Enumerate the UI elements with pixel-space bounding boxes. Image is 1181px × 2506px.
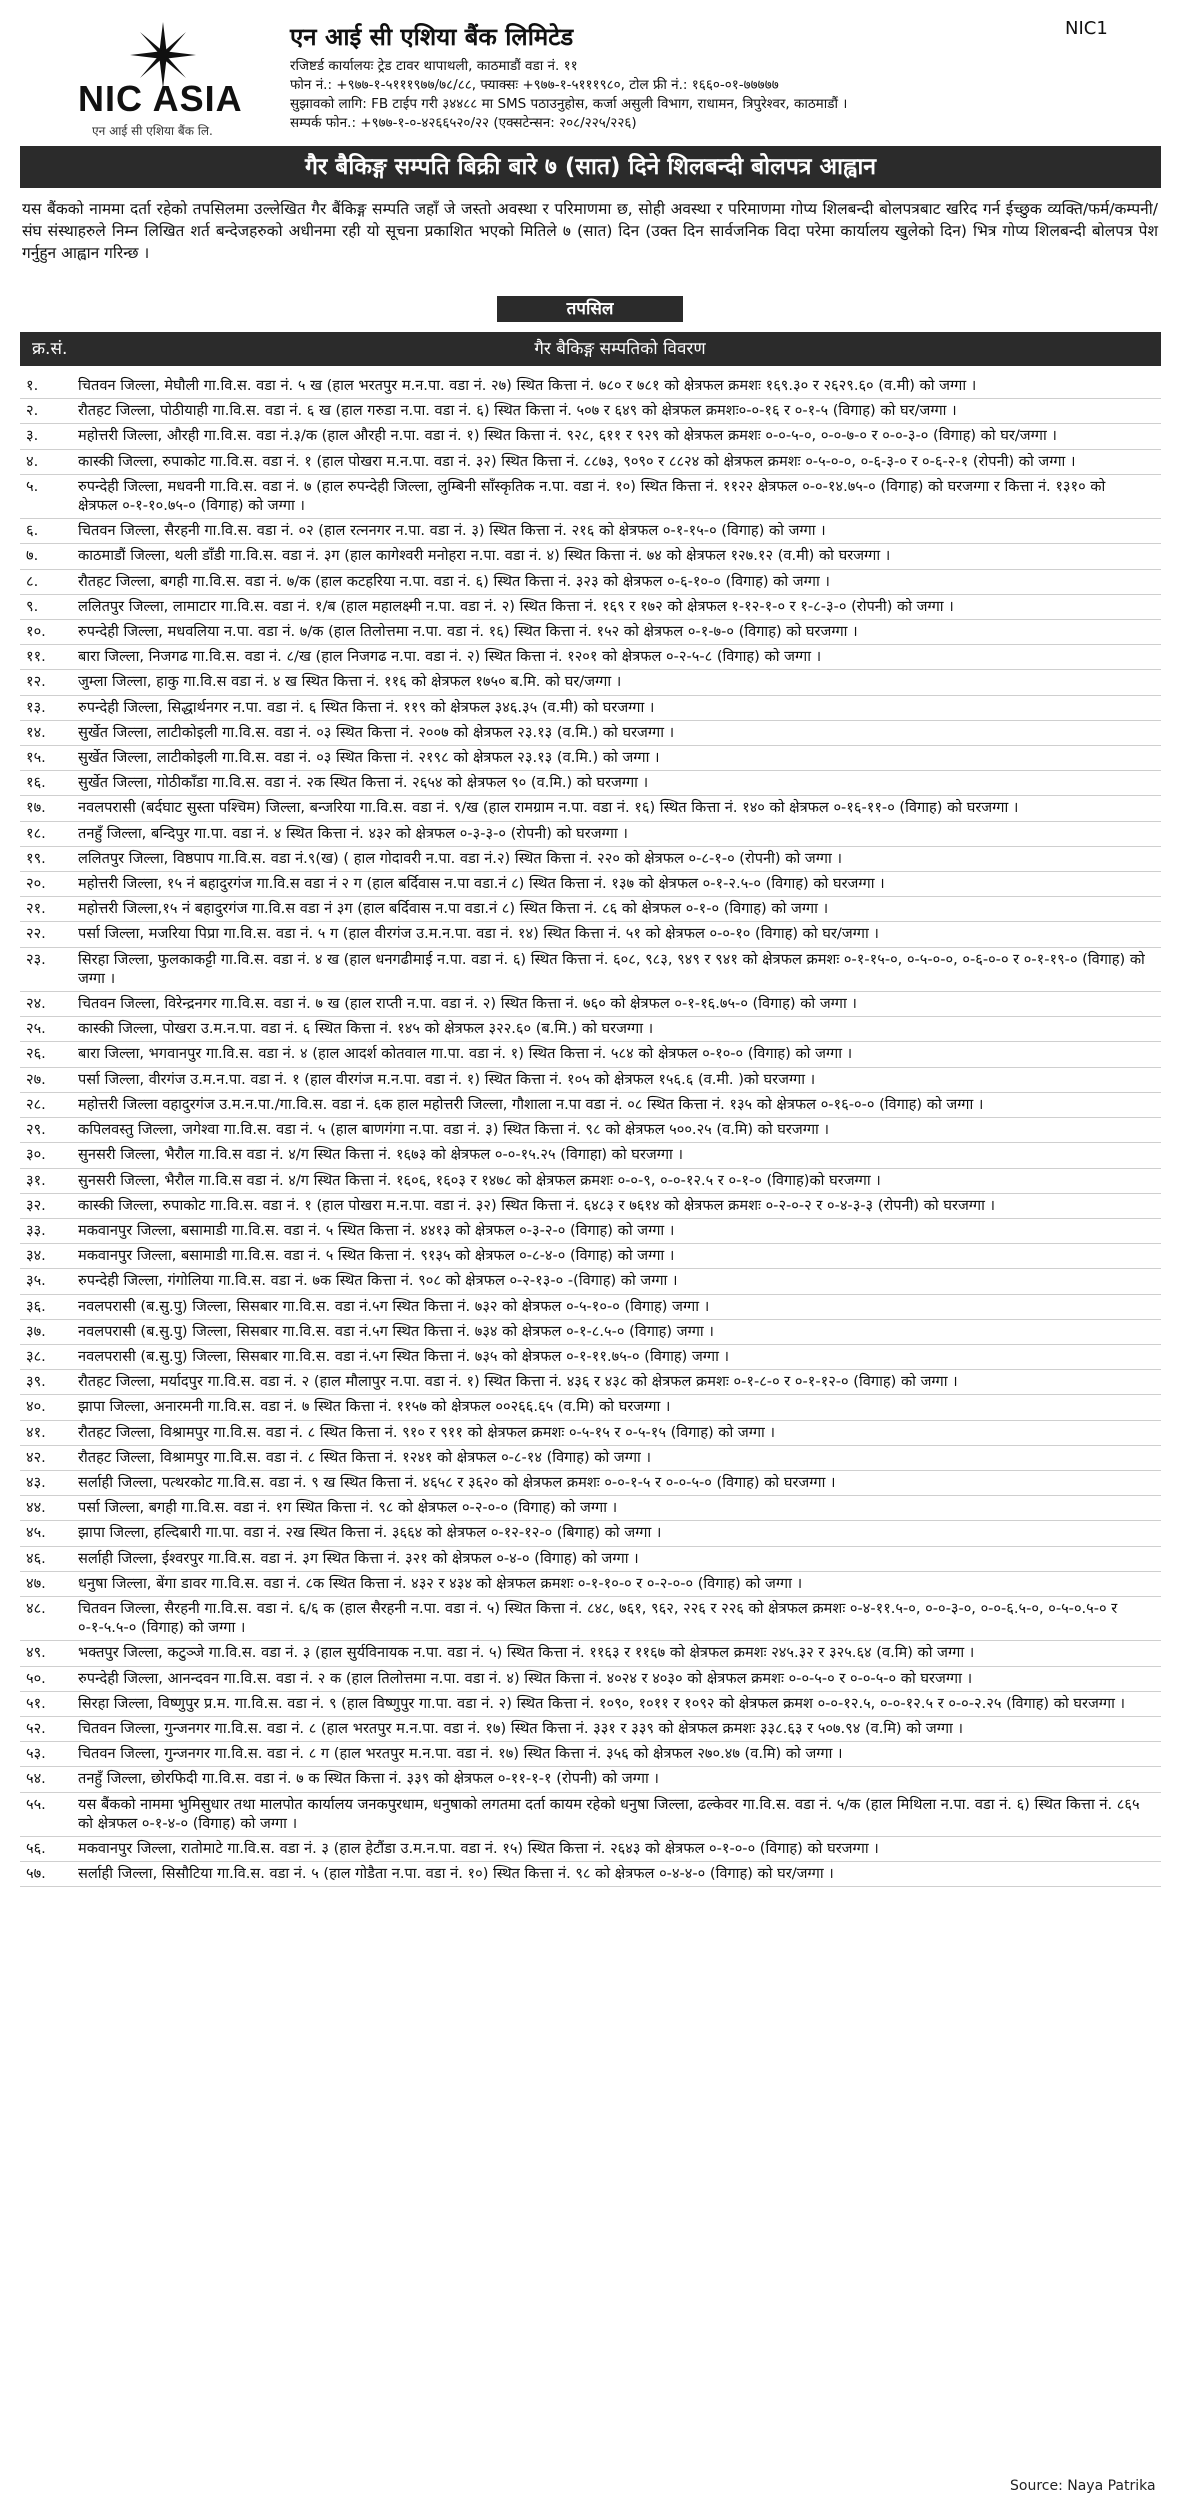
row-number: ११.	[26, 648, 46, 666]
table-row	[20, 1017, 1161, 1042]
table-row	[20, 1692, 1161, 1717]
table-row	[20, 1767, 1161, 1792]
row-description: चितवन जिल्ला, मेघौली गा.वि.स. वडा नं. ५ ख (हाल भरतपुर म.न.पा. वडा नं. २७) स्थित कित्ता नं. ७८० र ७८१ को क्षेत्रफल क्रमशः १६९.३० र २६२९.६० (व.मी) को जग्गा ।	[78, 377, 977, 394]
table-row	[20, 1793, 1161, 1837]
row-number: ३८.	[26, 1347, 46, 1365]
row-number: ३०.	[26, 1146, 46, 1164]
row-description: यस बैंकको नाममा भुमिसुधार तथा मालपोत कार्यालय जनकपुरधाम, धनुषाको लगतमा दर्ता कायम रहेको धनुषा जिल्ला, ढल्केवर गा.वि.स. वडा नं. ५/क (हाल मिथिला न.पा. वडा नं. ६) स्थित कित्ता नं. ८६५ को क्षेत्रफल ०-१-४-० (विगाह) को जग्गा ।	[78, 1795, 1140, 1832]
table-row	[20, 1269, 1161, 1294]
row-description: सिरहा जिल्ला, विष्णुपुर प्र.म. गा.वि.स. वडा नं. ९ (हाल विष्णुपुर गा.पा. वडा नं. २) स्थित कित्ता नं. १०९०, १०११ र १०९२ को क्षेत्रफल क्रमश ०-०-१२.५, ०-०-१२.५ र ०-०-२.२५ (विगाह) को घरजग्गा ।	[78, 1694, 1126, 1712]
row-description: नवलपरासी (बर्दघाट सुस्ता पश्चिम) जिल्ला, बन्जरिया गा.वि.स. वडा नं. ९/ख (हाल रामग्राम न.पा. वडा नं. १६) स्थित कित्ता नं. १४० को क्षेत्रफल ०-१६-११-० (विगाह) को घरजग्गा ।	[78, 799, 1019, 817]
table-row	[20, 1042, 1161, 1067]
row-description: महोत्तरी जिल्ला वहादुरगंज उ.म.न.पा./गा.वि.स. वडा नं. ६क हाल महोत्तरी जिल्ला, गौशाला न.पा वडा नं. ०८ स्थित कित्ता नं. १३५ को क्षेत्रफल ०-१६-०-० (विगाह) को जग्गा ।	[78, 1095, 984, 1113]
row-number: ५२.	[26, 1719, 46, 1737]
row-number: २५.	[26, 1020, 46, 1038]
row-number: ५१.	[26, 1694, 46, 1712]
row-description: महोत्तरी जिल्ला, औरही गा.वि.स. वडा नं.३/क (हाल औरही न.पा. वडा नं. १) स्थित कित्ता नं. ९२८, ६११ र ९२९ को क्षेत्रफल क्रमशः ०-०-५-०, ०-०-७-० र ०-०-३-० (विगाह) को घर/जग्गा ।	[78, 427, 1057, 445]
row-number: ४८.	[26, 1599, 46, 1617]
row-description: जुम्ला जिल्ला, हाकु गा.वि.स वडा नं. ४ ख स्थित कित्ता नं. ११६ को क्षेत्रफल १७५० ब.मि. को घर/जग्गा ।	[78, 673, 622, 691]
row-number: २२.	[26, 925, 46, 943]
table-row	[20, 1572, 1161, 1597]
table-row	[20, 1320, 1161, 1345]
table-row	[20, 948, 1161, 992]
row-number: ५३.	[26, 1745, 46, 1763]
row-description: पर्सा जिल्ला, बगही गा.वि.स. वडा नं. १ग स्थित कित्ता नं. ९८ को क्षेत्रफल ०-२-०-० (विगाह) को जग्गा ।	[78, 1499, 618, 1517]
row-description: चितवन जिल्ला, विरेन्द्रनगर गा.वि.स. वडा नं. ७ ख (हाल राप्ती न.पा. वडा नं. २) स्थित कित्ता नं. ७६० को क्षेत्रफल ०-१-१६.७५-० (विगाह) को जग्गा ।	[78, 995, 857, 1013]
source-credit: Source: Naya Patrika	[1010, 2478, 1156, 2494]
row-description: सुर्खेत जिल्ला, लाटीकोइली गा.वि.स. वडा नं. ०३ स्थित कित्ता नं. २००७ को क्षेत्रफल २३.१३ (व.मि.) को घरजग्गा ।	[78, 723, 675, 741]
table-row	[20, 1244, 1161, 1269]
table-row	[20, 1118, 1161, 1143]
row-number: ४५.	[26, 1524, 46, 1542]
row-description: झापा जिल्ला, अनारमनी गा.वि.स. वडा नं. ७ स्थित कित्ता नं. ११५७ को क्षेत्रफल ००२६६.६५ (व.मि) को घरजग्गा ।	[78, 1398, 671, 1416]
row-number: ३५.	[26, 1272, 46, 1290]
row-description: रुपन्देही जिल्ला, सिद्धार्थनगर न.पा. वडा नं. ६ स्थित कित्ता नं. ११९ को क्षेत्रफल ३४६.३५ (व.मी) को घरजग्गा ।	[78, 698, 655, 716]
row-number: २६.	[26, 1045, 46, 1063]
row-number: ४.	[26, 452, 39, 470]
row-description: कास्की जिल्ला, पोखरा उ.म.न.पा. वडा नं. ६ स्थित कित्ता नं. १४५ को क्षेत्रफल ३२२.६० (ब.मि.) को घरजग्गा ।	[78, 1020, 654, 1038]
row-number: ३४.	[26, 1247, 46, 1265]
row-description: ललितपुर जिल्ला, विष्ठपाप गा.वि.स. वडा नं.९(ख) ( हाल गोदावरी न.पा. वडा नं.२) स्थित कित्ता नं. २२० को क्षेत्रफल ०-८-१-० (रोपनी) को जग्गा ।	[78, 849, 842, 867]
row-number: २०.	[26, 875, 46, 893]
bank-suggestion: सुझावको लागि: FB टाईप गरी ३४४८८ मा SMS पठाउनुहोस, कर्जा असुली विभाग, राधामन, त्रिपुरेश्वर, काठमाडौं ।	[290, 96, 848, 112]
row-number: ३१.	[26, 1171, 46, 1189]
table-row	[20, 1219, 1161, 1244]
table-row	[20, 1093, 1161, 1118]
row-number: ७.	[26, 547, 39, 565]
table-row	[20, 721, 1161, 746]
table-row	[20, 1597, 1161, 1641]
table-row	[20, 424, 1161, 449]
row-number: ४३.	[26, 1473, 46, 1491]
table-row	[20, 1862, 1161, 1887]
notice-title: गैर बैकिङ्ग सम्पति बिक्री बारे ७ (सात) दिने शिलबन्दी बोलपत्र आह्वान	[20, 146, 1161, 188]
row-number: ३६.	[26, 1297, 46, 1315]
table-row	[20, 796, 1161, 821]
table-row	[20, 1194, 1161, 1219]
tapsil-label: तपसिल	[497, 296, 683, 322]
row-number: ४२.	[26, 1448, 46, 1466]
table-header	[20, 332, 1161, 366]
table-row	[20, 1446, 1161, 1471]
table-row	[20, 822, 1161, 847]
row-description: रुपन्देही जिल्ला, गंगोलिया गा.वि.स. वडा नं. ७क स्थित कित्ता नं. ९०८ को क्षेत्रफल ०-२-१३-० -(विगाह) को जग्गा ।	[78, 1272, 678, 1290]
row-number: ४४.	[26, 1499, 46, 1517]
row-description: तनहुँ जिल्ला, बन्दिपुर गा.पा. वडा नं. ४ स्थित कित्ता नं. ४३२ को क्षेत्रफल ०-३-३-० (रोपनी) को घरजग्गा ।	[78, 824, 628, 842]
table-row	[20, 1521, 1161, 1546]
row-description: रौतहट जिल्ला, पोठीयाही गा.वि.स. वडा नं. ६ ख (हाल गरुडा न.पा. वडा नं. ६) स्थित कित्ता नं. ५०७ र ६४९ को क्षेत्रफल क्रमशः०-०-१६ र ०-१-५ (विगाह) को घर/जग्गा ।	[78, 402, 957, 420]
row-description: पर्सा जिल्ला, वीरगंज उ.म.न.पा. वडा नं. १ (हाल वीरगंज म.न.पा. वडा नं. १) स्थित कित्ता नं. १०५ को क्षेत्रफल १५६.६ (व.मी. )को घरजग्गा ।	[78, 1070, 816, 1088]
row-description: कास्की जिल्ला, रुपाकोट गा.वि.स. वडा नं. १ (हाल पोखरा म.न.पा. वडा नं. ३२) स्थित कित्ता नं. ८८७३, ९०९० र ८८२४ को क्षेत्रफल क्रमशः ०-५-०-०, ०-६-३-० र ०-६-२-१ (रोपनी) को जग्गा ।	[78, 452, 1076, 470]
table-row	[20, 1717, 1161, 1742]
notice-intro: यस बैंकको नाममा दर्ता रहेको तपसिलमा उल्लेखित गैर बैंकिङ्ग सम्पति जहाँ जे जस्तो अवस्था र परिमाणमा छ, सोही अवस्था र परिमाणमा गोप्य शिलबन्दी बोलपत्रबाट खरिद गर्न ईच्छुक व्यक्ति/फर्म/कम्पनी/संघ संस्थाहरुले निम्न लिखित शर्त बन्देजहरुको अधीनमा रही यो सूचना प्रकाशित भएको मितिले ७ (सात) दिन (उक्त दिन सार्वजनिक विदा परेमा कार्यालय खुलेको दिन) भित्र गोप्य शिलबन्दी बोलपत्र पेश गर्नुहुन आह्वान गरिन्छ ।	[22, 200, 1158, 262]
row-description: सर्लाही जिल्ला, पत्थरकोट गा.वि.स. वडा नं. ९ ख स्थित कित्ता नं. ४६५८ र ३६२० को क्षेत्रफल क्रमशः ०-०-१-५ र ०-०-५-० (विगाह) को घरजग्गा ।	[78, 1473, 836, 1491]
table-row	[20, 670, 1161, 695]
table-row	[20, 746, 1161, 771]
row-number: १३.	[26, 698, 46, 716]
row-number: ३२.	[26, 1196, 46, 1214]
row-number: २९.	[26, 1121, 46, 1139]
table-row	[20, 771, 1161, 796]
notice-header	[0, 0, 1181, 140]
table-row	[20, 1143, 1161, 1168]
row-description: रौतहट जिल्ला, विश्रामपुर गा.वि.स. वडा नं. ८ स्थित कित्ता नं. ९१० र ९११ को क्षेत्रफल क्रमशः ०-५-१५ र ०-५-१५ (विगाह) को जग्गा ।	[78, 1423, 776, 1441]
row-description: कपिलवस्तु जिल्ला, जगेश्वा गा.वि.स. वडा नं. ५ (हाल बाणगंगा न.पा. वडा नं. ३) स्थित कित्ता नं. ९८ को क्षेत्रफल ५००.२५ (व.मि) को घरजग्गा ।	[78, 1121, 829, 1139]
table-row	[20, 1421, 1161, 1446]
row-description: नवलपरासी (ब.सु.पु) जिल्ला, सिसबार गा.वि.स. वडा नं.५ग स्थित कित्ता नं. ७३२ को क्षेत्रफल ०-५-१०-० (विगाह) जग्गा ।	[78, 1297, 710, 1315]
table-row	[20, 1547, 1161, 1572]
row-description: सिरहा जिल्ला, फुलकाकट्टी गा.वि.स. वडा नं. ४ ख (हाल धनगढीमाई न.पा. वडा नं. ६) स्थित कित्ता नं. ६०८, ९८३, ९४९ र ९४१ को क्षेत्रफल क्रमशः ०-१-१५-०, ०-५-०-०, ०-६-०-० र ०-१-१९-० (विगाह) को जग्गा ।	[78, 950, 1145, 987]
row-description: रुपन्देही जिल्ला, मधवलिया न.पा. वडा नं. ७/क (हाल तिलोत्तमा न.पा. वडा नं. १६) स्थित कित्ता नं. १५२ को क्षेत्रफल ०-१-७-० (विगाह) को घरजग्गा ।	[78, 623, 858, 641]
row-description: महोत्तरी जिल्ला,१५ नं बहादुरगंज गा.वि.स वडा नं ३ग (हाल बर्दिवास न.पा वडा.नं ८) स्थित कित्ता नं. ८६ को क्षेत्रफल ०-१-० (विगाह) को जग्गा ।	[78, 900, 829, 918]
row-number: ५७.	[26, 1865, 46, 1883]
table-row	[20, 696, 1161, 721]
row-description: महोत्तरी जिल्ला, १५ नं बहादुरगंज गा.वि.स वडा नं २ ग (हाल बर्दिवास न.पा वडा.नं ८) स्थित कित्ता नं. १३७ को क्षेत्रफल ०-१-२.५-० (विगाह) को घरजग्गा ।	[78, 875, 885, 893]
table-row	[20, 570, 1161, 595]
table-row	[20, 847, 1161, 872]
row-description: सुनसरी जिल्ला, भैरौल गा.वि.स वडा नं. ४/ग स्थित कित्ता नं. १६७३ को क्षेत्रफल ०-०-१५.२५ (विगाहा) को घरजग्गा ।	[78, 1146, 683, 1164]
row-description: ललितपुर जिल्ला, लामाटार गा.वि.स. वडा नं. १/ब (हाल महालक्ष्मी न.पा. वडा नं. २) स्थित कित्ता नं. १६९ र १७२ को क्षेत्रफल १-१२-१-० र १-८-३-० (रोपनी) को जग्गा ।	[78, 597, 954, 615]
table-row	[20, 1742, 1161, 1767]
table-row	[20, 1837, 1161, 1862]
row-description: सुर्खेत जिल्ला, लाटीकोइली गा.वि.स. वडा नं. ०३ स्थित कित्ता नं. २१९८ को क्षेत्रफल २३.१३ (व.मि.) को जग्गा ।	[78, 749, 660, 767]
row-description: सर्लाही जिल्ला, ईश्वरपुर गा.वि.स. वडा नं. ३ग स्थित कित्ता नं. ३२१ को क्षेत्रफल ०-४-० (विगाह) को जग्गा ।	[78, 1549, 639, 1567]
row-description: पर्सा जिल्ला, मजरिया पिप्रा गा.वि.स. वडा नं. ५ ग (हाल वीरगंज उ.म.न.पा. वडा नं. १४) स्थित कित्ता नं. ५१ को क्षेत्रफल ०-०-१० (विगाह) को घर/जग्गा ।	[78, 925, 879, 943]
row-number: १६.	[26, 774, 46, 792]
table-row	[20, 1068, 1161, 1093]
row-number: २.	[26, 402, 39, 420]
row-description: रुपन्देही जिल्ला, आनन्दवन गा.वि.स. वडा नं. २ क (हाल तिलोत्तमा न.पा. वडा नं. ४) स्थित कित्ता नं. ४०२४ र ४०३० को क्षेत्रफल क्रमशः ०-०-५-० र ०-०-५-० को घरजग्गा ।	[78, 1669, 973, 1687]
row-description: काठमाडौं जिल्ला, थली डाँडी गा.वि.स. वडा नं. ३ग (हाल कागेश्वरी मनोहरा न.पा. वडा नं. ४) स्थित कित्ता नं. ७४ को क्षेत्रफल १२७.१२ (व.मी) को घरजग्गा ।	[78, 547, 891, 565]
row-number: ६.	[26, 522, 39, 540]
row-description: रुपन्देही जिल्ला, मधवनी गा.वि.स. वडा नं. ७ (हाल रुपन्देही जिल्ला, लुम्बिनी साँस्कृतिक न.पा. वडा नं. १०) स्थित कित्ता नं. ११२२ क्षेत्रफल ०-०-१४.७५-० (विगाह) को घरजग्गा र कित्ता नं. १३१० को क्षेत्रफल ०-१-१०.७५-० (विगाह) को जग्गा ।	[78, 477, 1106, 515]
row-description: चितवन जिल्ला, गुन्जनगर गा.वि.स. वडा नं. ८ (हाल भरतपुर म.न.पा. वडा नं. १७) स्थित कित्ता नं. ३३१ र ३३९ को क्षेत्रफल क्रमशः ३३८.६३ र ५०७.९४ (व.मि) को जग्गा ।	[78, 1719, 963, 1737]
row-number: ३३.	[26, 1221, 46, 1239]
table-row	[20, 374, 1161, 399]
row-description: रौतहट जिल्ला, बगही गा.वि.स. वडा नं. ७/क (हाल कटहरिया न.पा. वडा नं. ६) स्थित कित्ता नं. ३२३ को क्षेत्रफल ०-६-१०-० (विगाह) को जग्गा ।	[78, 572, 830, 590]
row-description: मकवानपुर जिल्ला, रातोमाटे गा.वि.स. वडा नं. ३ (हाल हेटौंडा उ.म.न.पा. वडा नं. १५) स्थित कित्ता नं. २६४३ को क्षेत्रफल ०-१-०-० (विगाह) को घरजग्गा ।	[78, 1839, 879, 1857]
row-number: ४९.	[26, 1644, 46, 1662]
row-description: नवलपरासी (ब.सु.पु) जिल्ला, सिसबार गा.वि.स. वडा नं.५ग स्थित कित्ता नं. ७३४ को क्षेत्रफल ०-१-८.५-० (विगाह) जग्गा ।	[78, 1322, 714, 1340]
row-number: १२.	[26, 673, 46, 691]
row-number: २१.	[26, 900, 46, 918]
table-row	[20, 620, 1161, 645]
row-description: बारा जिल्ला, भगवानपुर गा.वि.स. वडा नं. ४ (हाल आदर्श कोतवाल गा.पा. वडा नं. १) स्थित कित्ता नं. ५८४ को क्षेत्रफल ०-१०-० (विगाह) को जग्गा ।	[78, 1045, 853, 1063]
table-row	[20, 1496, 1161, 1521]
row-number: ५५.	[26, 1795, 46, 1813]
table-row	[20, 922, 1161, 947]
row-number: ५६.	[26, 1839, 46, 1857]
bank-info	[290, 20, 1050, 133]
bank-phone: फोन नं.: +९७७-१-५१११९७७/७८/८८, फ्याक्सः +९७७-१-५१११९८०, टोल फ्री नं.: १६६०-०१-७७७७७	[290, 77, 779, 93]
row-number: ९.	[26, 597, 39, 615]
table-row	[20, 992, 1161, 1017]
table-row	[20, 1370, 1161, 1395]
bank-contact: सम्पर्क फोन.: +९७७-१-०-४२६६५२०/२२ (एक्सटेन्सन: २०८/२२५/२२६)	[290, 115, 637, 131]
table-row	[20, 872, 1161, 897]
table-row	[20, 1667, 1161, 1692]
table-row	[20, 399, 1161, 424]
row-number: १.	[26, 377, 39, 394]
row-number: २३.	[26, 950, 46, 968]
table-row	[20, 897, 1161, 922]
row-number: २८.	[26, 1095, 46, 1113]
bank-address: रजिष्टर्ड कार्यालयः ट्रेड टावर थापाथली, काठमाडौं वडा नं. ११	[290, 58, 578, 74]
table-row	[20, 475, 1161, 519]
row-description: रौतहट जिल्ला, विश्रामपुर गा.वि.स. वडा नं. ८ स्थित कित्ता नं. १२४१ को क्षेत्रफल ०-८-१४ (विगाह) को जग्गा ।	[78, 1448, 651, 1466]
row-number: १९.	[26, 849, 46, 867]
table-row	[20, 544, 1161, 569]
row-description: सुर्खेत जिल्ला, गोठीकाँडा गा.वि.स. वडा नं. २क स्थित कित्ता नं. २६५४ को क्षेत्रफल ९० (व.मि.) को घरजग्गा ।	[78, 774, 649, 792]
row-number: १०.	[26, 623, 46, 641]
col-description: गैर बैकिङ्ग सम्पतिको विवरण	[534, 339, 706, 359]
row-description: भक्तपुर जिल्ला, कटुञ्जे गा.वि.स. वडा नं. ३ (हाल सुर्यविनायक न.पा. वडा नं. ५) स्थित कित्ता नं. ११६३ र ११६७ को क्षेत्रफल क्रमशः २४५.३२ र ३२५.६४ (व.मि) को जग्गा ।	[78, 1644, 975, 1662]
row-description: चितवन जिल्ला, गुन्जनगर गा.वि.स. वडा नं. ८ ग (हाल भरतपुर म.न.पा. वडा नं. १७) स्थित कित्ता नं. ३५६ को क्षेत्रफल २७०.४७ (व.मि) को जग्गा ।	[78, 1745, 843, 1763]
asset-list	[20, 374, 1161, 1887]
table-row	[20, 1471, 1161, 1496]
table-row	[20, 450, 1161, 475]
row-number: ३७.	[26, 1322, 46, 1340]
table-row	[20, 1395, 1161, 1420]
row-number: १७.	[26, 799, 46, 817]
notice-ref: NIC1	[1065, 18, 1108, 39]
row-number: १८.	[26, 824, 46, 842]
logo-text: NIC ASIA	[78, 78, 243, 119]
logo-subtext: एन आई सी एशिया बैंक लि.	[92, 124, 213, 138]
table-row	[20, 645, 1161, 670]
row-description: कास्की जिल्ला, रुपाकोट गा.वि.स. वडा नं. १ (हाल पोखरा म.न.पा. वडा नं. ३२) स्थित कित्ता नं. ६४८३ र ७६१४ को क्षेत्रफल क्रमशः ०-२-०-२ र ०-४-३-३ (रोपनी) को घरजग्गा ।	[78, 1196, 996, 1214]
row-number: २७.	[26, 1070, 46, 1088]
row-number: ४६.	[26, 1549, 46, 1567]
table-row	[20, 519, 1161, 544]
row-description: धनुषा जिल्ला, बेंगा डावर गा.वि.स. वडा नं. ८क स्थित कित्ता नं. ४३२ र ४३४ को क्षेत्रफल क्रमशः ०-१-१०-० र ०-२-०-० (विगाह) को जग्गा ।	[78, 1574, 803, 1592]
row-number: ५.	[26, 477, 39, 495]
row-number: १५.	[26, 749, 46, 767]
table-row	[20, 595, 1161, 620]
table-row	[20, 1641, 1161, 1666]
row-description: चितवन जिल्ला, सैरहनी गा.वि.स. वडा नं. ०२ (हाल रत्ननगर न.पा. वडा नं. ३) स्थित कित्ता नं. २१६ को क्षेत्रफल ०-१-१५-० (विगाह) को जग्गा ।	[78, 522, 826, 540]
row-number: ४०.	[26, 1398, 46, 1416]
row-number: ३.	[26, 427, 39, 445]
table-row	[20, 1295, 1161, 1320]
row-description: बारा जिल्ला, निजगढ गा.वि.स. वडा नं. ८/ख (हाल निजगढ न.पा. वडा नं. २) स्थित कित्ता नं. १२०१ को क्षेत्रफल ०-२-५-८ (विगाह) को जग्गा ।	[78, 648, 822, 666]
row-number: ८.	[26, 572, 39, 590]
row-number: ५४.	[26, 1770, 46, 1788]
row-number: २४.	[26, 995, 46, 1013]
row-description: नवलपरासी (ब.सु.पु) जिल्ला, सिसबार गा.वि.स. वडा नं.५ग स्थित कित्ता नं. ७३५ को क्षेत्रफल ०-१-११.७५-० (विगाह) जग्गा ।	[78, 1347, 730, 1365]
bank-name: एन आई सी एशिया बैंक लिमिटेड	[290, 23, 574, 51]
table-row	[20, 1345, 1161, 1370]
row-number: ५०.	[26, 1669, 46, 1687]
row-number: ३९.	[26, 1373, 46, 1391]
row-description: मकवानपुर जिल्ला, बसामाडी गा.वि.स. वडा नं. ५ स्थित कित्ता नं. ४४१३ को क्षेत्रफल ०-३-२-० (विगाह) को जग्गा ।	[78, 1221, 675, 1239]
row-description: तनहुँ जिल्ला, छोरफिदी गा.वि.स. वडा नं. ७ क स्थित कित्ता नं. ३३९ को क्षेत्रफल ०-११-१-१ (रोपनी) को जग्गा ।	[78, 1770, 659, 1788]
row-number: ४१.	[26, 1423, 46, 1441]
table-row	[20, 1169, 1161, 1194]
row-description: मकवानपुर जिल्ला, बसामाडी गा.वि.स. वडा नं. ५ स्थित कित्ता नं. ९१३५ को क्षेत्रफल ०-८-४-० (विगाह) को जग्गा ।	[78, 1247, 675, 1265]
row-description: झापा जिल्ला, हल्दिबारी गा.पा. वडा नं. २ख स्थित कित्ता नं. ३६६४ को क्षेत्रफल ०-१२-१२-० (बिगाह) को जग्गा ।	[78, 1524, 662, 1542]
col-serial-number: क्र.सं.	[32, 339, 68, 359]
row-number: ४७.	[26, 1574, 46, 1592]
row-description: सुनसरी जिल्ला, भैरौल गा.वि.स वडा नं. ४/ग स्थित कित्ता नं. १६०६, १६०३ र १४७८ को क्षेत्रफल क्रमशः ०-०-९, ०-०-१२.५ र ०-१-० (विगाह)को घरजग्गा ।	[78, 1171, 881, 1189]
row-description: सर्लाही जिल्ला, सिसौटिया गा.वि.स. वडा नं. ५ (हाल गोडैता न.पा. वडा नं. १०) स्थित कित्ता नं. ९८ को क्षेत्रफल ०-४-४-० (विगाह) को घर/जग्गा ।	[78, 1865, 834, 1883]
row-description: रौतहट जिल्ला, मर्यादपुर गा.वि.स. वडा नं. २ (हाल मौलापुर न.पा. वडा नं. १) स्थित कित्ता नं. ४३६ र ४३८ को क्षेत्रफल क्रमशः ०-१-८-० र ०-१-१२-० (विगाह) को जग्गा ।	[78, 1373, 958, 1391]
row-number: १४.	[26, 723, 46, 741]
row-description: चितवन जिल्ला, सैरहनी गा.वि.स. वडा नं. ६/६ क (हाल सैरहनी न.पा. वडा नं. ५) स्थित कित्ता नं. ८४८, ७६१, ९६२, २२६ र २२६ को क्षेत्रफल क्रमशः ०-४-११.५-०, ०-०-३-०, ०-०-६.५-०, ०-५-०.५-० र ०-१-५.५-० (विगाह) को जग्गा ।	[78, 1599, 1118, 1637]
